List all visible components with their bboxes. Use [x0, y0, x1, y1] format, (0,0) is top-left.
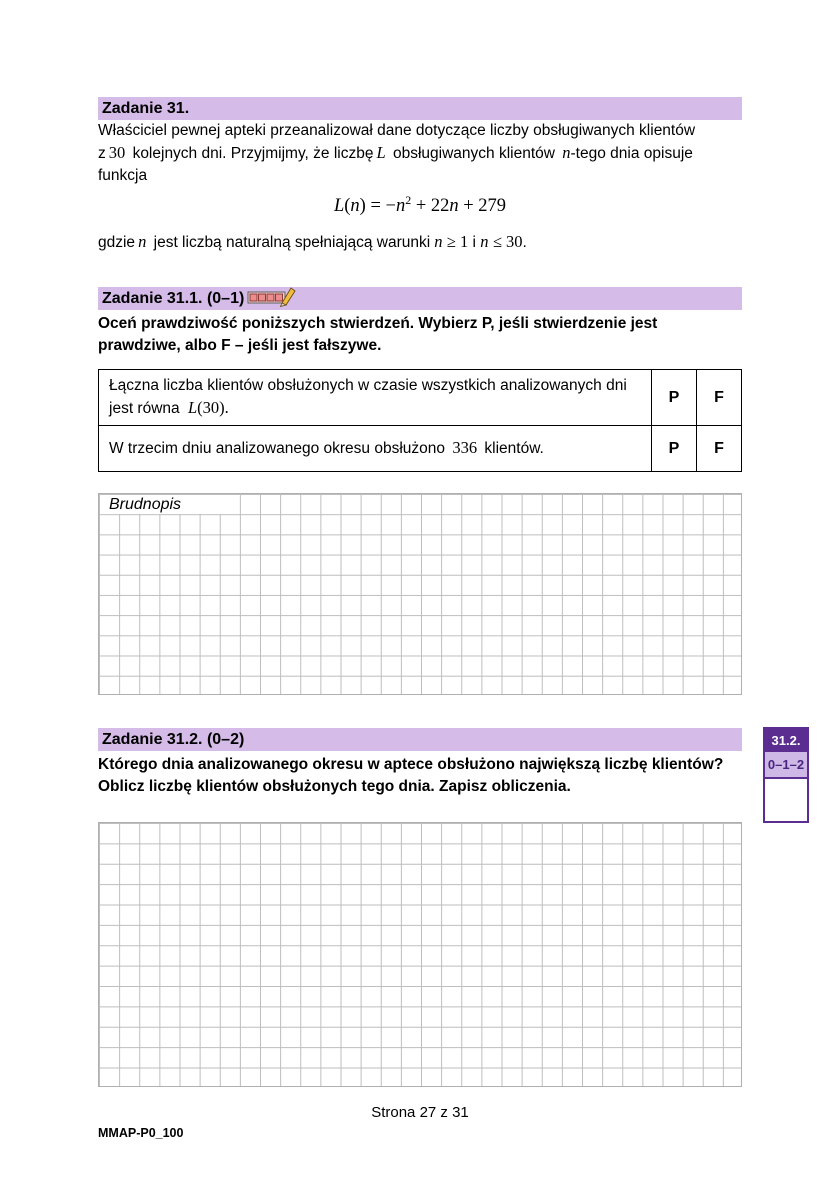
intro-line-3: funkcja	[98, 167, 148, 184]
math-n: n	[434, 232, 443, 251]
statement-1-option-F[interactable]: F	[697, 370, 742, 426]
task-31-intro	[98, 120, 748, 187]
score-badge	[763, 727, 809, 823]
task-31-2-title: Zadanie 31.2. (0–2)	[102, 731, 245, 748]
task-31-1-instruction: Oceń prawdziwość poniższych stwierdzeń. Wybierz P, jeśli stwierdzenie jest prawdziwe, albo F – jeśli jest fałszywe.	[98, 315, 658, 354]
statement-2-option-P[interactable]: P	[652, 426, 697, 472]
math-n: n	[138, 232, 147, 251]
score-badge-empty-box	[765, 779, 807, 821]
scratchpad-grid[interactable]	[98, 493, 742, 695]
math-L: L	[187, 398, 198, 417]
math-L: L	[376, 143, 386, 162]
math-geq-1: ≥ 1	[446, 232, 469, 251]
exam-sheet-code: MMAP-P0_100	[98, 1126, 184, 1140]
task-31-header-bar	[98, 97, 742, 120]
function-formula: $L(n) = -n^2 + 22n + 279$	[333, 193, 507, 217]
table-row	[99, 426, 742, 472]
score-badge-task-number: 31.2.	[765, 729, 807, 752]
task-31-2-header-bar	[98, 728, 742, 751]
statement-2: W trzecim dniu analizowanego okresu obsłużono 336 klientów.	[99, 426, 652, 472]
math-leq-30: ≤ 30	[492, 232, 523, 251]
number-30: 30	[108, 143, 126, 162]
task-31-condition: gdzie n jest liczbą naturalną spełniającą warunki n ≥ 1 i n ≤ 30.	[98, 232, 527, 251]
statement-1-option-P[interactable]: P	[652, 370, 697, 426]
task-31-1-title: Zadanie 31.1. (0–1)	[102, 290, 245, 307]
intro-line-1: Właściciel pewnej apteki przeanalizował dane dotyczące liczby obsługiwanych klientów	[98, 122, 696, 139]
scratchpad-label: Brudnopis	[100, 495, 221, 514]
page-number: Strona 27 z 31	[371, 1104, 469, 1121]
intro-line-2: z 30 kolejnych dni. Przyjmijmy, że liczbę L obsługiwanych klientów n-tego dnia opisuje	[98, 143, 693, 162]
math-30-arg: (30).	[197, 398, 229, 417]
statement-1: Łączna liczba klientów obsłużonych w czasie wszystkich analizowanych dni jest równa L(30).	[99, 370, 652, 426]
task-31-2-question: Którego dnia analizowanego okresu w aptece obsłużono największą liczbę klientów? Oblicz liczbę klientów obsłużonych tego dnia. Zapisz obliczenia.	[98, 756, 724, 795]
score-badge-points-scale: 0–1–2	[765, 752, 807, 779]
statement-2-option-F[interactable]: F	[697, 426, 742, 472]
math-n: n	[562, 143, 571, 162]
number-336: 336	[452, 438, 478, 457]
task-31-title: Zadanie 31.	[102, 100, 190, 117]
math-n: n	[480, 232, 489, 251]
table-row	[99, 370, 742, 426]
task-31-1-header-bar	[98, 287, 742, 310]
true-false-table	[98, 369, 742, 472]
answer-card-pencil-icon	[247, 285, 297, 307]
answer-grid[interactable]	[98, 822, 742, 1087]
